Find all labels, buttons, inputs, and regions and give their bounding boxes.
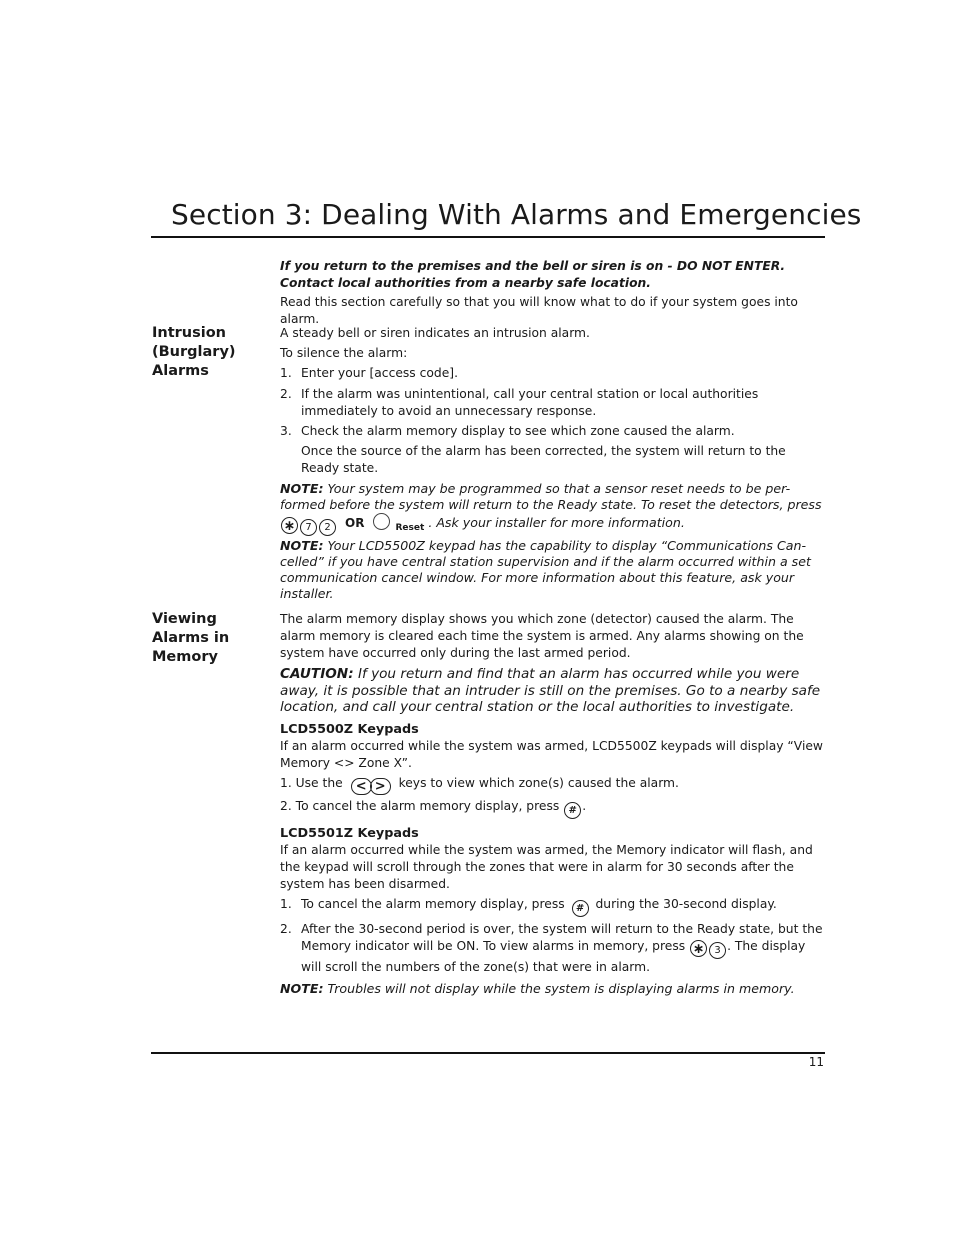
memory-heading	[152, 610, 262, 667]
memory-p1: The alarm memory display shows you which zone (detector) caused the alarm. The alarm memory is cleared each time the system is armed. Any alarms showing on the system have occurred only during the last armed period.	[280, 612, 804, 660]
intrusion-p1: A steady bell or siren indicates an intrusion alarm.	[280, 326, 590, 340]
reset-label: Reset	[395, 523, 425, 533]
list-number: 1.	[280, 366, 292, 380]
list-number: 1.	[280, 896, 292, 911]
page-title: Section 3: Dealing With Alarms and Emergencies	[171, 198, 862, 231]
key-3-icon: 3	[709, 942, 726, 959]
or-label: OR	[345, 516, 365, 530]
list-text	[301, 921, 825, 976]
list-item	[280, 896, 825, 917]
intrusion-heading-line: (Burglary)	[152, 344, 236, 360]
list-item	[280, 423, 825, 440]
note-label: NOTE:	[280, 481, 324, 496]
intro-text: Read this section carefully so that you will know what to do if your system goes into alarm.	[280, 295, 798, 326]
intrusion-heading	[152, 324, 262, 381]
footer-rule	[151, 1052, 825, 1054]
list-number: 2.	[280, 921, 292, 936]
intrusion-heading-line: Intrusion	[152, 325, 227, 341]
step-text: After the 30-second period is over, the system will return to the Ready state, but the Memory indicator will be ON. To view alarms in memory, press	[301, 921, 823, 953]
intrusion-block	[280, 325, 825, 602]
memory-note	[280, 980, 825, 997]
step3-followup: Once the source of the alarm has been corrected, the system will return to the Ready state.	[301, 444, 786, 475]
caution-label: CAUTION:	[280, 666, 354, 682]
memory-heading-line: Alarms in	[152, 630, 230, 646]
list-text: Enter your [access code].	[301, 366, 458, 380]
step-text: To cancel the alarm memory display, press	[301, 896, 565, 911]
step-text: 2. To cancel the alarm memory display, press	[280, 798, 560, 813]
memory-block	[280, 611, 825, 997]
intro-block	[280, 258, 825, 328]
list-number: 2.	[280, 387, 292, 401]
note-text: . Ask your installer for more information.	[428, 515, 685, 530]
left-arrow-key-icon: <	[351, 778, 372, 795]
title-rule	[151, 236, 825, 238]
page-number: 11	[808, 1055, 824, 1069]
step-text: . The display will scroll the numbers of the zone(s) that were in alarm.	[301, 938, 806, 974]
note-2	[280, 538, 825, 602]
list-item	[280, 365, 825, 382]
lcd5501-heading: LCD5501Z Keypads	[280, 825, 419, 841]
list-item	[280, 386, 825, 420]
lcd5500-heading: LCD5500Z Keypads	[280, 721, 419, 737]
list-text	[301, 896, 825, 917]
note-text: Troubles will not display while the system is displaying alarms in memory.	[327, 980, 795, 996]
key-7-icon: 7	[300, 519, 317, 536]
intrusion-heading-line: Alarms	[152, 363, 209, 379]
list-number: 3.	[280, 424, 292, 438]
note-1	[280, 481, 825, 536]
caution	[280, 666, 825, 716]
note-label: NOTE:	[280, 980, 324, 996]
step-text: 1. Use the	[280, 775, 343, 790]
lcd5500-text: If an alarm occurred while the system was armed, LCD5500Z keypads will display “View Memory <> Zone X”.	[280, 738, 823, 770]
intro-warning: If you return to the premises and the bell or siren is on - DO NOT ENTER. Contact local authorities from a nearby safe location.	[280, 259, 786, 290]
asterisk-key-icon: ∗	[690, 940, 707, 957]
caution-text: If you return and find that an alarm has occurred while you were away, it is possible that an intruder is still on the premises. Go to a nearby safe location, and call your central station or the local authorities to investigate.	[280, 666, 821, 715]
step-text: during the 30-second display.	[595, 896, 777, 911]
note-text: Your LCD5500Z keypad has the capability to display “Communications Can-celled” if you have central station supervision and if the alarm occurred within a set communication cancel window. For more information about this feature, ask your installer.	[280, 538, 811, 601]
right-arrow-key-icon: >	[370, 778, 391, 795]
list-item	[280, 921, 825, 976]
list-text: Check the alarm memory display to see which zone caused the alarm.	[301, 424, 735, 438]
lcd5500-step-2	[280, 798, 825, 819]
hash-key-icon: #	[572, 900, 589, 917]
key-2-icon: 2	[319, 519, 336, 536]
hash-key-icon: #	[564, 802, 581, 819]
list-text: If the alarm was unintentional, call your central station or local authorities immediately to avoid an unnecessary response.	[301, 387, 759, 418]
memory-heading-line: Viewing	[152, 611, 217, 627]
lcd5501-text: If an alarm occurred while the system was armed, the Memory indicator will flash, and the keypad will scroll through the zones that were in alarm for 30 seconds after the system has been disarmed.	[280, 842, 813, 891]
step-text: .	[582, 798, 587, 813]
intrusion-p2: To silence the alarm:	[280, 346, 408, 360]
step-text: keys to view which zone(s) caused the alarm.	[398, 775, 679, 790]
note-text: Your system may be programmed so that a sensor reset needs to be per-formed before the system will return to the Ready state. To reset the detectors, press	[280, 481, 822, 512]
memory-heading-line: Memory	[152, 649, 218, 665]
lcd5500-step-1	[280, 775, 825, 795]
note-label: NOTE:	[280, 538, 324, 553]
asterisk-key-icon: ∗	[281, 517, 298, 534]
reset-key-icon	[373, 513, 390, 530]
